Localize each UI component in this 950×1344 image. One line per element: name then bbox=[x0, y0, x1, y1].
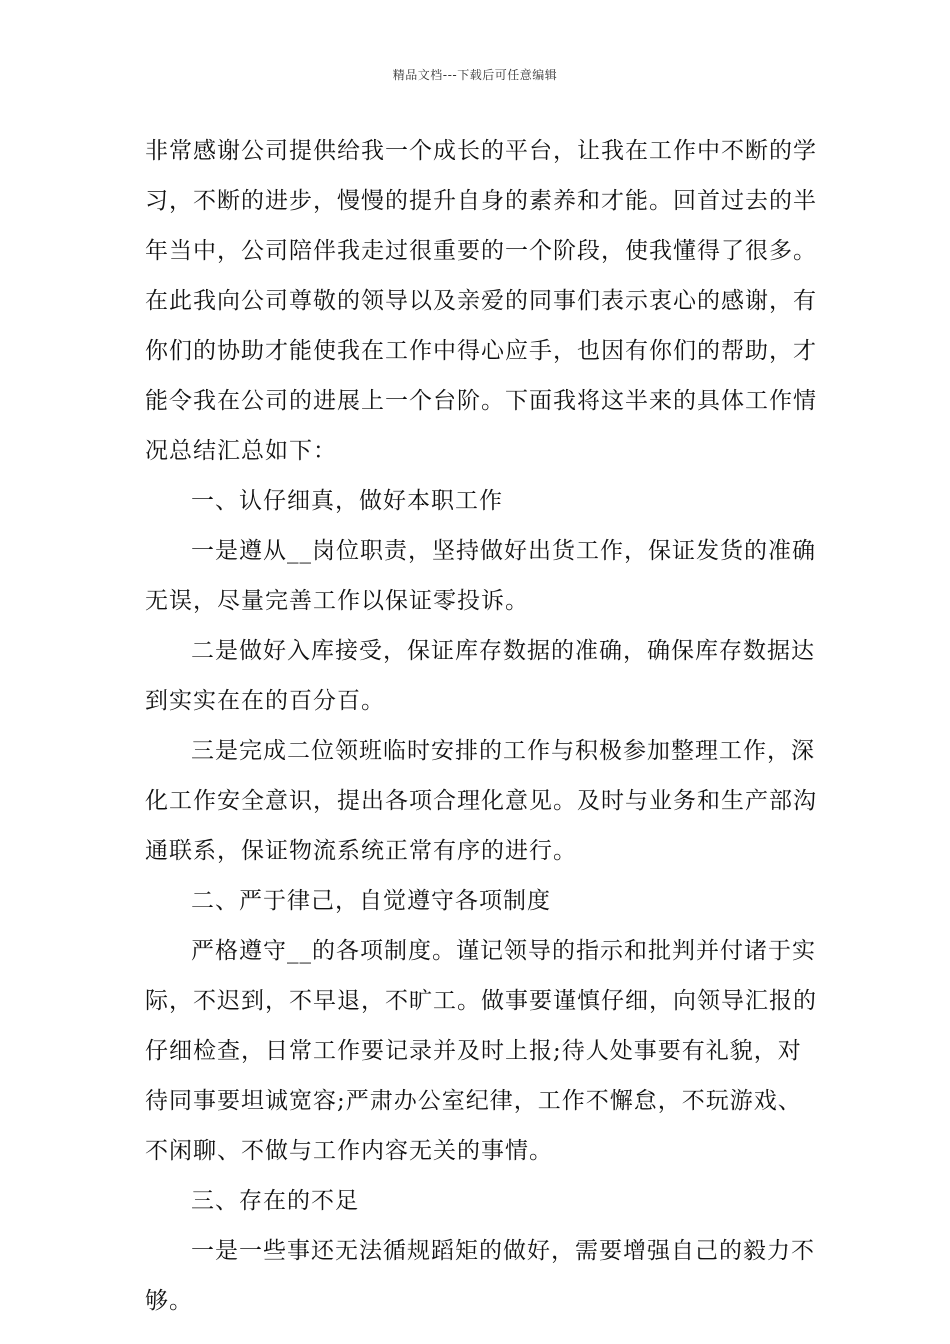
paragraph-item-2: 二是做好入库接受，保证库存数据的准确，确保库存数据达到实实在在的百分百。 bbox=[145, 638, 815, 714]
paragraph-rules: 严格遵守__的各项制度。谨记领导的指示和批判并付诸于实际，不迟到，不早退，不旷工。做事要谨慎仔细，向领导汇报的仔细检查，日常工作要记录并及时上报;待人处事要有礼貌，对待同事要坦诚宽容;严肃办公室纪律，工作不懈怠，不玩游戏、不闲聊、不做与工作内容无关的事情。 bbox=[145, 938, 817, 1164]
section-heading-1: 一、认仔细真，做好本职工作 bbox=[191, 488, 503, 514]
paragraph-shortcoming-1: 一是一些事还无法循规蹈矩的做好，需要增强自己的毅力不够。 bbox=[145, 1238, 815, 1314]
paragraph-item-1: 一是遵从__岗位职责，坚持做好出货工作，保证发货的准确无误，尽量完善工作以保证零投诉。 bbox=[145, 538, 816, 614]
intro-paragraph: 非常感谢公司提供给我一个成长的平台，让我在工作中不断的学习，不断的进步，慢慢的提升自身的素养和才能。回首过去的半年当中，公司陪伴我走过很重要的一个阶段，使我懂得了很多。在此我向公司尊敬的领导以及亲爱的同事们表示衷心的感谢，有你们的协助才能使我在工作中得心应手，也因有你们的帮助，才能令我在公司的进展上一个台阶。下面我将这半来的具体工作情况总结汇总如下： bbox=[145, 138, 817, 464]
document-body bbox=[145, 126, 825, 1326]
page-header: 精品文档---下载后可任意编辑 bbox=[392, 68, 558, 82]
section-heading-3: 三、存在的不足 bbox=[191, 1188, 359, 1214]
paragraph-item-3: 三是完成二位领班临时安排的工作与积极参加整理工作，深化工作安全意识，提出各项合理化意见。及时与业务和生产部沟通联系，保证物流系统正常有序的进行。 bbox=[145, 738, 817, 864]
section-heading-2: 二、严于律己，自觉遵守各项制度 bbox=[191, 888, 551, 914]
